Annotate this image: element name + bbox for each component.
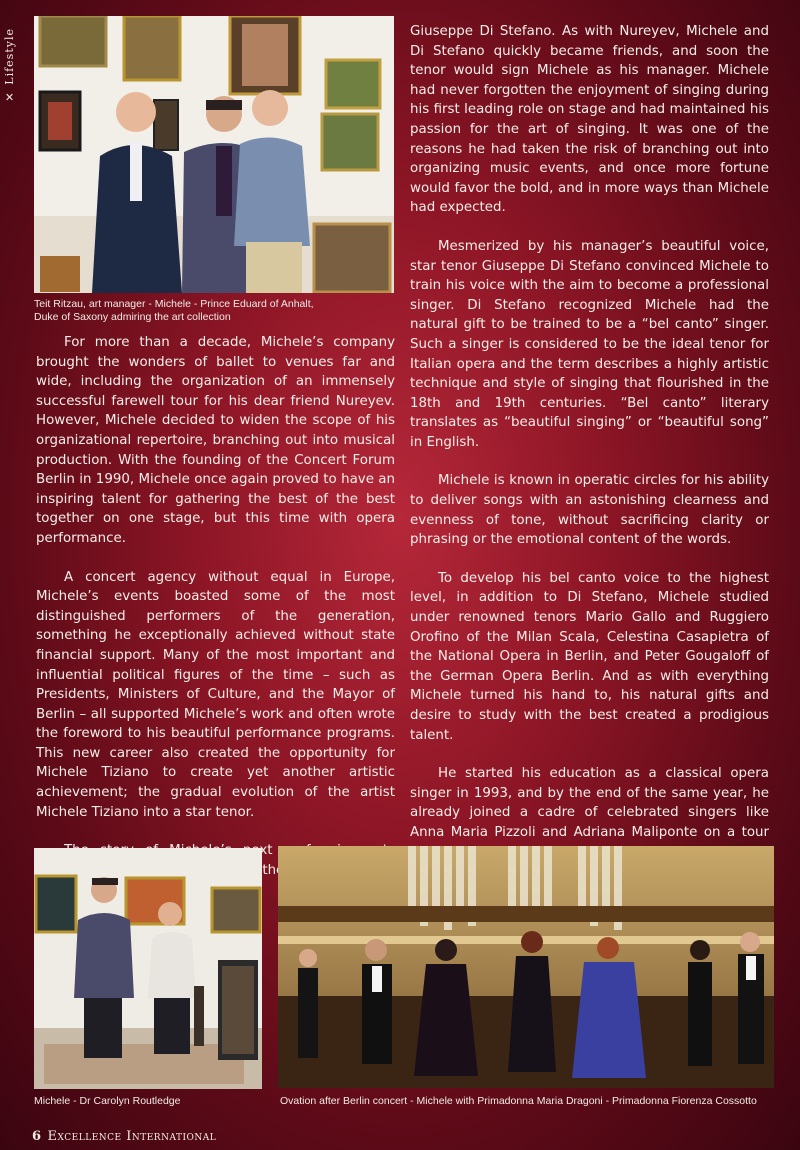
photo-caption-top	[34, 298, 404, 324]
caption-line: Duke of Saxony admiring the art collection	[34, 311, 231, 323]
paragraph: Mesmerized by his manager’s beautiful voice, star tenor Giuseppe Di Stefano convinced Michele to train his voice with the aim to become a professional singer. Di Stefano recognized Michele had the natural gift to be trained to be a “bel canto” singer. Such a singer is considered to be the ideal tenor for Italian opera and the term describes a highly artistic technique and style of singing that flourished in the 18th and 19th centuries. “Bel canto” literary translates as “beautiful singing” or “beautiful song” in English.	[410, 238, 769, 450]
caption-line: Ovation after Berlin concert - Michele with Primadonna Maria Dragoni - Primadonna Fiorenza Cossotto	[280, 1095, 757, 1107]
photo-berlin-concert-ovation	[278, 846, 774, 1088]
paragraph: To develop his bel canto voice to the highest level, in addition to Di Stefano, Michele studied under renowned tenors Mario Gallo and Ruggiero Orofino of the Milan Scala, Celestina Casapietra of the National Opera in Berlin, and Peter Gougaloff of the German Opera Berlin. And as with everything Michele turned his hand to, his natural gifts and desire to study with the best created a prodigious talent.	[410, 570, 769, 743]
caption-line: Michele - Dr Carolyn Routledge	[34, 1095, 181, 1107]
paragraph: Michele is known in operatic circles for his ability to deliver songs with an astonishing clearness and evenness of tone, without sacrificing clarity or phrasing or the emotional content of the words.	[410, 473, 769, 548]
x-mark-icon: ✕	[3, 84, 16, 104]
article-right-column	[410, 22, 769, 940]
paragraph: the	[262, 862, 285, 878]
photo-carolyn-routledge	[34, 848, 262, 1089]
page-number: 6	[32, 1129, 42, 1144]
paragraph: He started his education as a classical opera singer in 1993, and by the end of the same year, he already joined a cadre of celebrated singers like Anna Maria Pizzoli and Adriana Maliponte on a tour	[410, 766, 769, 840]
photo-caption-bottom-left	[34, 1095, 264, 1108]
paragraph: Giuseppe Di Stefano. As with Nureyev, Michele and Di Stefano quickly became friends, and soon the tenor would sign Michele as his manager. Michele had never forgotten the enjoyment of singing during his first leading role on stage and had maintained his passion for the art of singing. It was one of the reasons he had taken the risk of branching out into organizing music events, and once more fortune would favor the bold, and in more ways than Michele had expected.	[410, 24, 769, 216]
publication-name: Excellence International	[47, 1129, 217, 1144]
section-label-text: Lifestyle	[3, 28, 16, 85]
photo-caption-bottom-right	[280, 1095, 780, 1108]
article-left-column	[36, 333, 395, 919]
page-footer	[32, 1129, 216, 1144]
caption-line: Teit Ritzau, art manager - Michele - Prince Eduard of Anhalt,	[34, 298, 314, 310]
paragraph: A concert agency without equal in Europe, Michele’s events boasted some of the most distinguished performers of the generation, something he exceptionally achieved without state financial support. Many of the most important and influential political figures of the time – such as Presidents, Ministers of Culture, and the Mayor of Berlin – all supported Michele’s work and often wrote the foreword to his beautiful performance programs. This new career also created the opportunity for Michele Tiziano to create yet another artistic achievement; the gradual evolution of the artist Michele Tiziano into a star tenor.	[36, 569, 395, 820]
section-label	[3, 28, 25, 103]
photo-art-collection	[34, 16, 394, 293]
paragraph: For more than a decade, Michele’s company brought the wonders of ballet to venues far and wide, including the organization of an immensely successful farewell tour for his dear friend Nureyev. However, Michele decided to widen the scope of his organizational repertoire, branching out into musical production. With the founding of the Concert Forum Berlin in 1990, Michele once again proved to have an inspiring talent for gathering the best of the best together on one stage, but this time with opera performance.	[36, 335, 395, 546]
